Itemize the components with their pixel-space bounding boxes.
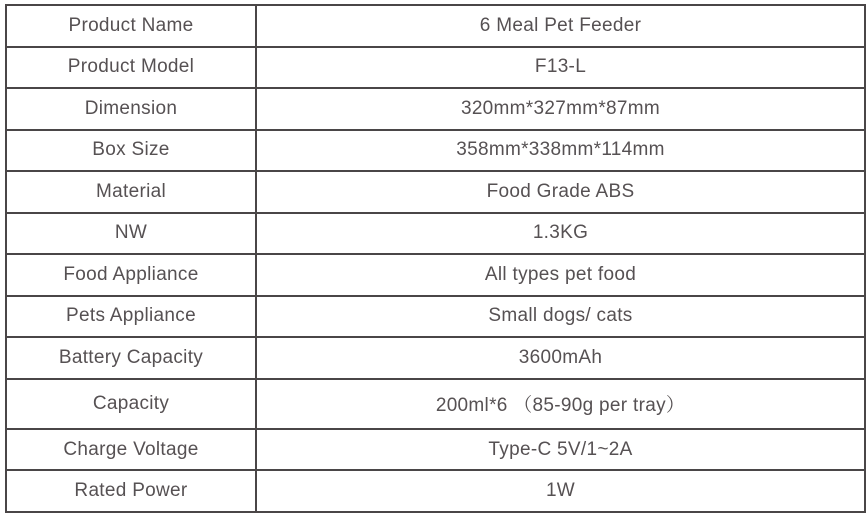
spec-value: 358mm*338mm*114mm	[256, 130, 865, 172]
spec-value: 3600mAh	[256, 337, 865, 379]
spec-label: Capacity	[6, 379, 256, 429]
spec-value: 320mm*327mm*87mm	[256, 88, 865, 130]
spec-label: NW	[6, 213, 256, 255]
spec-value: F13-L	[256, 47, 865, 89]
table-row	[6, 213, 865, 255]
table-row	[6, 47, 865, 89]
spec-label: Battery Capacity	[6, 337, 256, 379]
table-row	[6, 470, 865, 512]
spec-value: All types pet food	[256, 254, 865, 296]
table-row	[6, 88, 865, 130]
spec-label: Rated Power	[6, 470, 256, 512]
product-spec-table	[5, 4, 866, 513]
table-row	[6, 379, 865, 429]
spec-label: Pets Appliance	[6, 296, 256, 338]
spec-value: 1.3KG	[256, 213, 865, 255]
spec-table-body	[6, 5, 865, 512]
table-row	[6, 5, 865, 47]
spec-label: Product Model	[6, 47, 256, 89]
table-row	[6, 296, 865, 338]
spec-label: Material	[6, 171, 256, 213]
table-row	[6, 429, 865, 471]
spec-value: 6 Meal Pet Feeder	[256, 5, 865, 47]
spec-value: Food Grade ABS	[256, 171, 865, 213]
table-row	[6, 130, 865, 172]
spec-label: Charge Voltage	[6, 429, 256, 471]
spec-label: Food Appliance	[6, 254, 256, 296]
table-row	[6, 337, 865, 379]
spec-label: Box Size	[6, 130, 256, 172]
spec-value: Small dogs/ cats	[256, 296, 865, 338]
spec-label: Product Name	[6, 5, 256, 47]
spec-value: 1W	[256, 470, 865, 512]
table-row	[6, 171, 865, 213]
spec-label: Dimension	[6, 88, 256, 130]
spec-value: Type-C 5V/1~2A	[256, 429, 865, 471]
spec-value: 200ml*6 （85-90g per tray）	[256, 379, 865, 429]
table-row	[6, 254, 865, 296]
